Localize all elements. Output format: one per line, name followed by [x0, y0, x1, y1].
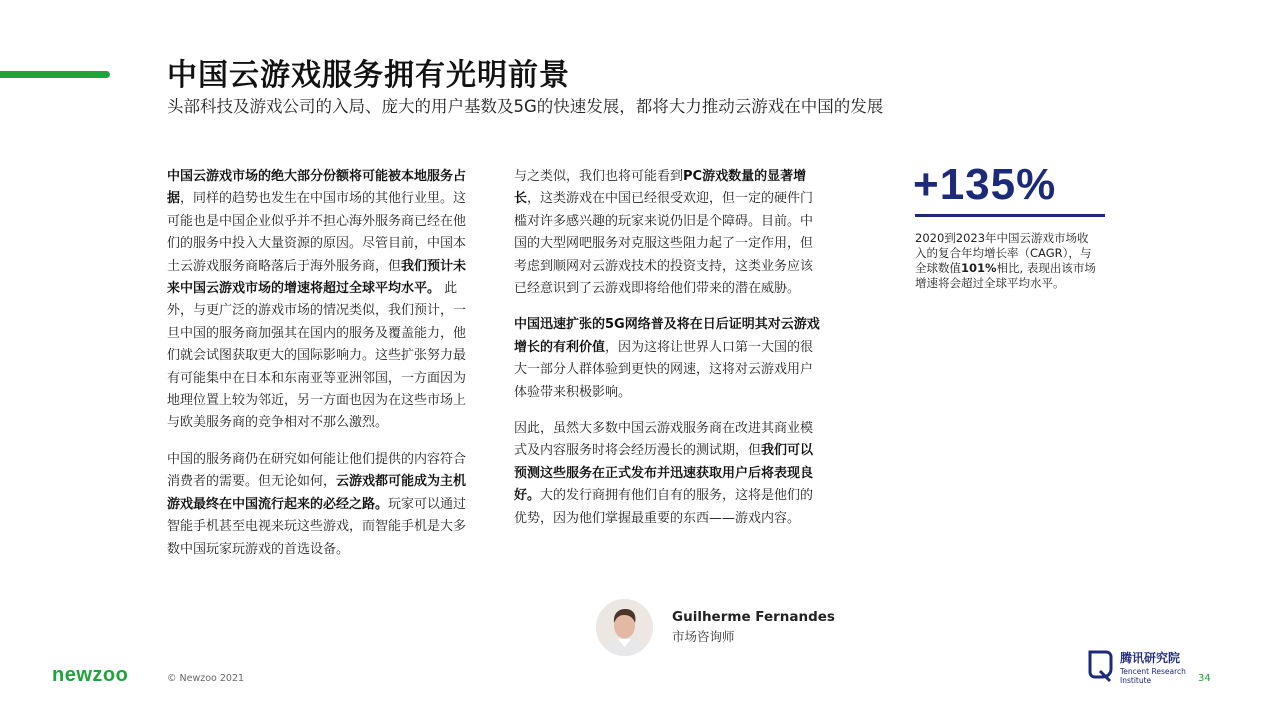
emphasis-text: 我们可以预测这些服务在正式发布并迅速获取用户后将表现良好。	[514, 443, 814, 504]
paragraph	[514, 314, 822, 404]
body-text: 此外，与更广泛的游戏市场的情况类似，我们预计，一旦中国的服务商加强其在国内的服务及覆盖能力，他们就会试图获取更大的国际影响力。这些扩张努力最有可能集中在日本和东南亚等亚洲邻国，一方面因为地理位置上较为邻近，另一方面也因为在这些市场上与欧美服务商的竞争相对不那么激烈。	[167, 281, 467, 431]
page-title: 中国云游戏服务拥有光明前景	[167, 58, 570, 93]
author-role: 市场咨询师	[672, 629, 735, 644]
newzoo-logo: newzoo	[52, 664, 129, 686]
body-text: 相比, 表现出该市场增速将会超过全球平均水平。	[915, 261, 1096, 290]
copyright: © Newzoo 2021	[167, 673, 245, 684]
emphasis-text: 101%	[961, 261, 997, 275]
right-column	[514, 166, 822, 544]
body-text: 玩家可以通过智能手机甚至电视来玩这些游戏，而智能手机是大多数中国玩家玩游戏的首选设备。	[167, 496, 467, 557]
stat-description	[915, 231, 1100, 291]
paragraph	[514, 418, 822, 530]
tencent-research-logo-icon	[1086, 649, 1114, 683]
emphasis-text: 中国迅速扩张的5G网络普及将在日后证明其对云游戏增长的有利价值	[514, 317, 820, 355]
body-text: 与之类似，我们也将可能看到	[514, 169, 684, 184]
paragraph	[167, 166, 477, 435]
page-subtitle: 头部科技及游戏公司的入局、庞大的用户基数及5G的快速发展，都将大力推动云游戏在中国的发展	[167, 97, 884, 116]
page-number: 34	[1198, 673, 1211, 684]
accent-bar	[0, 71, 110, 78]
partner-name-en: Tencent Research Institute	[1120, 667, 1186, 685]
body-text: ，同样的趋势也发生在中国市场的其他行业里。这可能也是中国企业似乎并不担心海外服务商已经在他们的服务中投入大量资源的原因。尽管目前，中国本土云游戏服务商略落后于海外服务商，但	[167, 191, 467, 274]
paragraph	[167, 449, 477, 561]
emphasis-text: 我们预计未来中国云游戏市场的增速将超过全球平均水平。	[167, 258, 467, 297]
emphasis-text: PC游戏数量的显著增长	[514, 169, 807, 207]
emphasis-text: 云游戏都可能成为主机游戏最终在中国流行起来的必经之路。	[167, 474, 467, 512]
author-name: Guilherme Fernandes	[672, 609, 835, 625]
body-text: 2020到2023年中国云游戏市场收入的复合年均增长率（CAGR），与全球数值	[915, 231, 1092, 275]
emphasis-text: 中国云游戏市场的绝大部分份额将可能被本地服务占据	[167, 169, 467, 207]
body-text: 中国的服务商仍在研究如何能让他们提供的内容符合消费者的需要。但无论如何，	[167, 451, 467, 490]
body-text: 大的发行商拥有他们自有的服务，这将是他们的优势，因为他们掌握最重要的东西——游戏内容。	[514, 488, 814, 526]
left-column	[167, 166, 477, 575]
body-text: ，因为这将让世界人口第一大国的很大一部分人群体验到更快的网速，这将对云游戏用户体验带来积极影响。	[514, 339, 814, 400]
body-text: ，这类游戏在中国已经很受欢迎，但一定的硬件门槛对许多感兴趣的玩家来说仍旧是个障碍。目前。中国的大型网吧服务对克服这些阻力起了一定作用，但考虑到顺网对云游戏技术的投资支持，这类业务应该已经意识到了云游戏即将给他们带来的潜在威胁。	[514, 191, 814, 297]
paragraph	[514, 166, 822, 300]
partner-name-cn: 腾讯研究院	[1120, 651, 1181, 665]
author-avatar-icon	[596, 599, 653, 656]
stat-value: +135%	[913, 160, 1057, 209]
stat-underline	[915, 214, 1105, 217]
body-text: 因此，虽然大多数中国云游戏服务商在改进其商业模式及内容服务时将会经历漫长的测试期，但	[514, 421, 814, 459]
